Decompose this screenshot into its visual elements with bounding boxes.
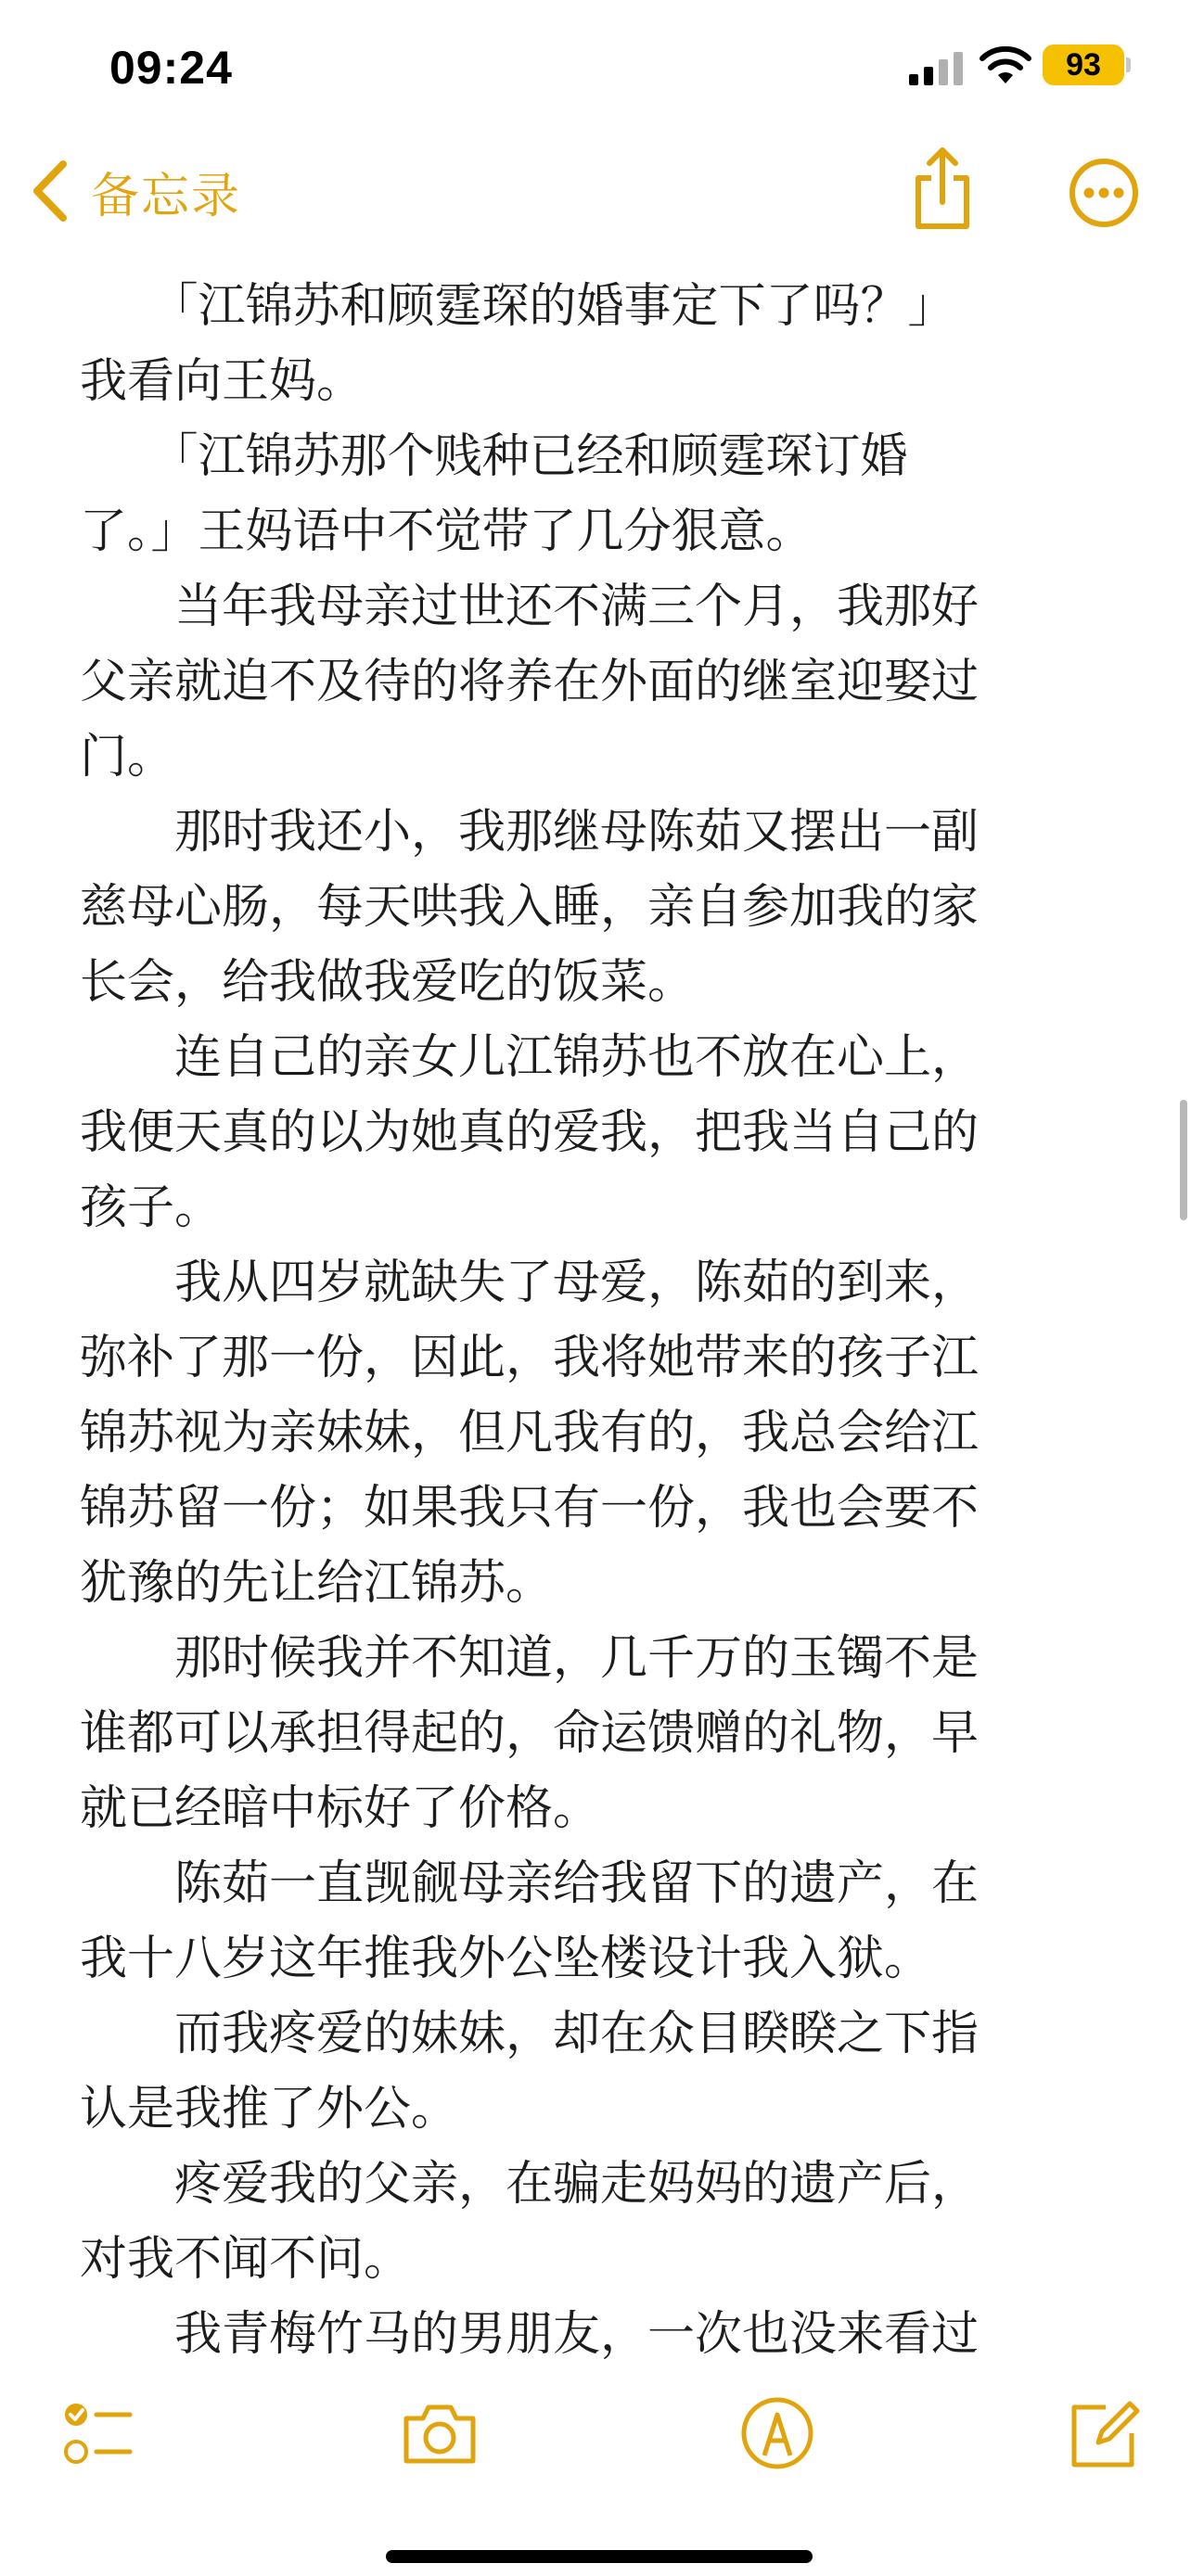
note-text-line: 「江锦苏和顾霆琛的婚事定下了吗？」 xyxy=(80,279,955,334)
back-label: 备忘录 xyxy=(91,168,242,224)
note-text-line: 了。」王妈语中不觉带了几分狠意。 xyxy=(80,504,813,559)
note-text-line: 就已经暗中标好了价格。 xyxy=(80,1781,601,1836)
note-text-line: 父亲就迫不及待的将养在外面的继室迎娶过 xyxy=(80,655,980,709)
note-text-line: 慈母心肠，每天哄我入睡，亲自参加我的家 xyxy=(80,880,980,935)
more-options-icon[interactable] xyxy=(1069,158,1139,228)
wifi-icon xyxy=(980,46,1031,85)
chevron-left-icon xyxy=(30,159,70,223)
compose-icon[interactable] xyxy=(1065,2394,1143,2472)
note-text-line: 长会，给我做我爱吃的饭菜。 xyxy=(80,955,696,1010)
note-text-line: 当年我母亲过世还不满三个月，我那好 xyxy=(80,580,980,634)
status-time: 09:24 xyxy=(109,42,233,94)
cellular-signal-icon xyxy=(909,52,965,85)
note-text-line: 「江锦苏那个贱种已经和顾霆琛订婚 xyxy=(80,429,908,484)
note-text-line: 孩子。 xyxy=(80,1180,223,1235)
note-text-line: 认是我推了外公。 xyxy=(80,2082,459,2136)
note-text-line: 而我疼爱的妹妹，却在众目睽睽之下指 xyxy=(80,2007,980,2061)
markup-icon[interactable] xyxy=(738,2394,816,2472)
battery-level: 93 xyxy=(1043,45,1124,85)
status-bar xyxy=(0,0,1191,130)
note-text-line: 弥补了那一份，因此，我将她带来的孩子江 xyxy=(80,1331,980,1385)
note-text-line: 犹豫的先让给江锦苏。 xyxy=(80,1556,554,1611)
note-text-line: 对我不闻不问。 xyxy=(80,2232,412,2287)
home-indicator[interactable] xyxy=(386,2550,813,2563)
bottom-toolbar xyxy=(0,2374,1191,2485)
scroll-indicator[interactable] xyxy=(1180,1100,1187,1220)
note-text-line: 我便天真的以为她真的爱我，把我当自己的 xyxy=(80,1105,980,1160)
navigation-bar xyxy=(0,139,1191,241)
note-text-line: 谁都可以承担得起的，命运馈赠的礼物，早 xyxy=(80,1706,980,1761)
note-text-line: 锦苏留一份；如果我只有一份，我也会要不 xyxy=(80,1481,980,1536)
note-text-line: 我看向王妈。 xyxy=(80,354,365,409)
note-text-line: 我青梅竹马的男朋友，一次也没来看过 xyxy=(80,2307,980,2362)
note-text-line: 那时候我并不知道，几千万的玉镯不是 xyxy=(80,1631,980,1686)
note-text-line: 门。 xyxy=(80,730,175,784)
back-button[interactable] xyxy=(30,154,241,228)
note-text-line: 我从四岁就缺失了母爱，陈茹的到来， xyxy=(80,1256,980,1310)
checklist-icon[interactable] xyxy=(56,2394,134,2472)
note-body[interactable] xyxy=(80,269,1119,2372)
note-text-line: 那时我还小，我那继母陈茹又摆出一副 xyxy=(80,805,980,860)
note-text-line: 连自己的亲女儿江锦苏也不放在心上， xyxy=(80,1030,980,1085)
note-text-line: 陈茹一直觊觎母亲给我留下的遗产，在 xyxy=(80,1856,980,1911)
note-text-line: 我十八岁这年推我外公坠楼设计我入狱。 xyxy=(80,1932,932,1986)
battery-tip xyxy=(1126,57,1131,72)
share-icon[interactable] xyxy=(909,147,976,232)
note-text-line: 锦苏视为亲妹妹，但凡我有的，我总会给江 xyxy=(80,1406,980,1460)
camera-icon[interactable] xyxy=(401,2394,479,2472)
note-text-line: 疼爱我的父亲，在骗走妈妈的遗产后， xyxy=(80,2157,980,2212)
